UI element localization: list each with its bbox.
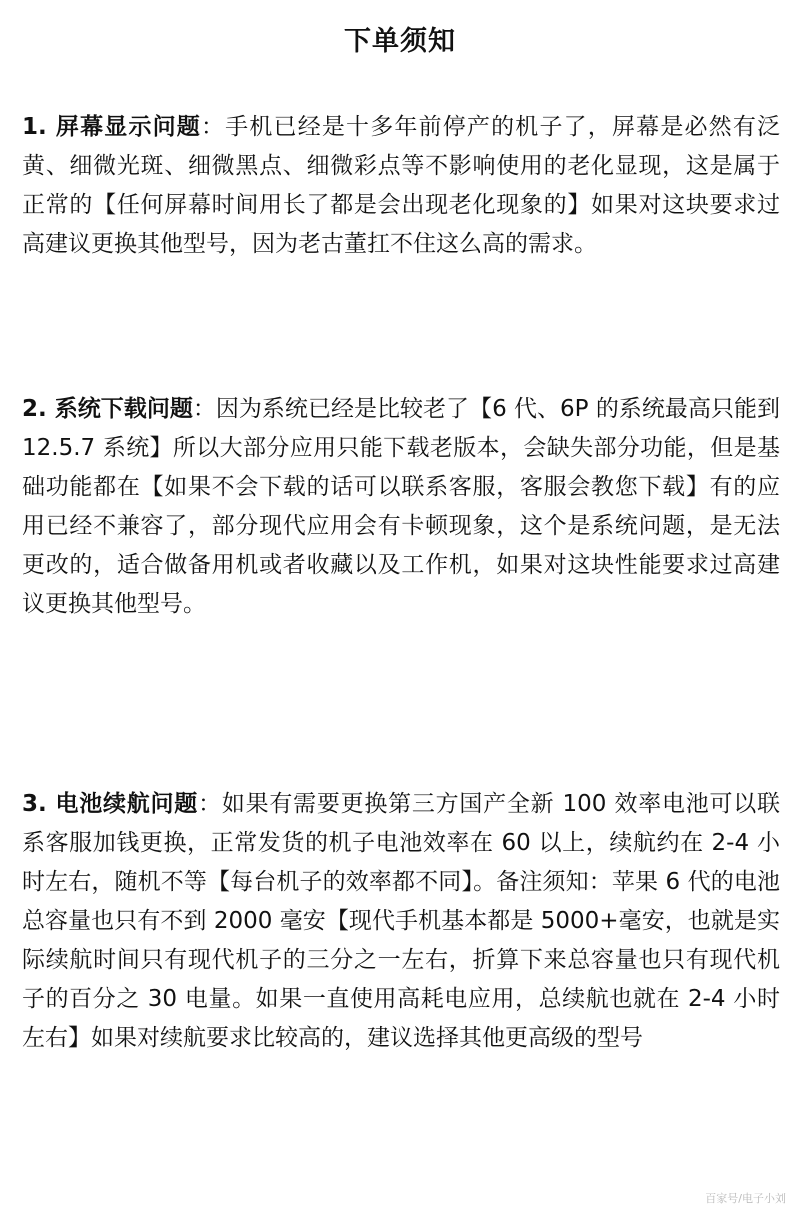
section-body: 因为系统已经是比较老了【6 代、6P 的系统最高只能到 12.5.7 系统】所以大部分应用只能下载老版本，会缺失部分功能，但是基础功能都在【如果不会下载的话可以联系客服，客服会教您下载】有的应用已经不兼容了，部分现代应用会有卡顿现象，这个是系统问题，是无法更改的，适合做备用机或者收藏以及工作机，如果对这块性能要求过高建议更换其他型号。 xyxy=(22,396,780,617)
notice-section-screen xyxy=(22,108,780,264)
section-separator: ： xyxy=(192,396,216,422)
section-heading: 3. 电池续航问题 xyxy=(22,791,199,817)
section-body: 手机已经是十多年前停产的机子了，屏幕是必然有泛黄、细微光斑、细微黑点、细微彩点等不影响使用的老化显现，这是属于正常的【任何屏幕时间用长了都是会出现老化现象的】如果对这块要求过高建议更换其他型号，因为老古董扛不住这么高的需求。 xyxy=(22,114,781,257)
section-paragraph xyxy=(22,785,780,1058)
section-heading: 1. 屏幕显示问题 xyxy=(22,114,201,140)
section-separator: ： xyxy=(198,791,222,817)
page-title: 下单须知 xyxy=(344,26,456,57)
section-heading: 2. 系统下载问题 xyxy=(22,396,193,422)
section-paragraph xyxy=(22,108,780,264)
watermark-text: 百家号/电子小刘 xyxy=(705,1192,786,1205)
section-body: 如果有需要更换第三方国产全新 100 效率电池可以联系客服加钱更换，正常发货的机子电池效率在 60 以上，续航约在 2-4 小时左右，随机不等【每台机子的效率都不同】。备注须知：苹果 6 代的电池总容量也只有不到 2000 毫安【现代手机基本都是 5000+毫安，也就是实际续航时间只有现代机子的三分之一左右，折算下来总容量也只有现代机子的百分之 30 电量。如果一直使用高耗电应用，总续航也就在 2-4 小时左右】如果对续航要求比较高的，建议选择其他更高级的型号 xyxy=(22,791,781,1051)
notice-section-system xyxy=(22,390,780,624)
section-paragraph xyxy=(22,390,780,624)
section-separator: ： xyxy=(200,114,226,140)
notice-section-battery xyxy=(22,785,780,1058)
